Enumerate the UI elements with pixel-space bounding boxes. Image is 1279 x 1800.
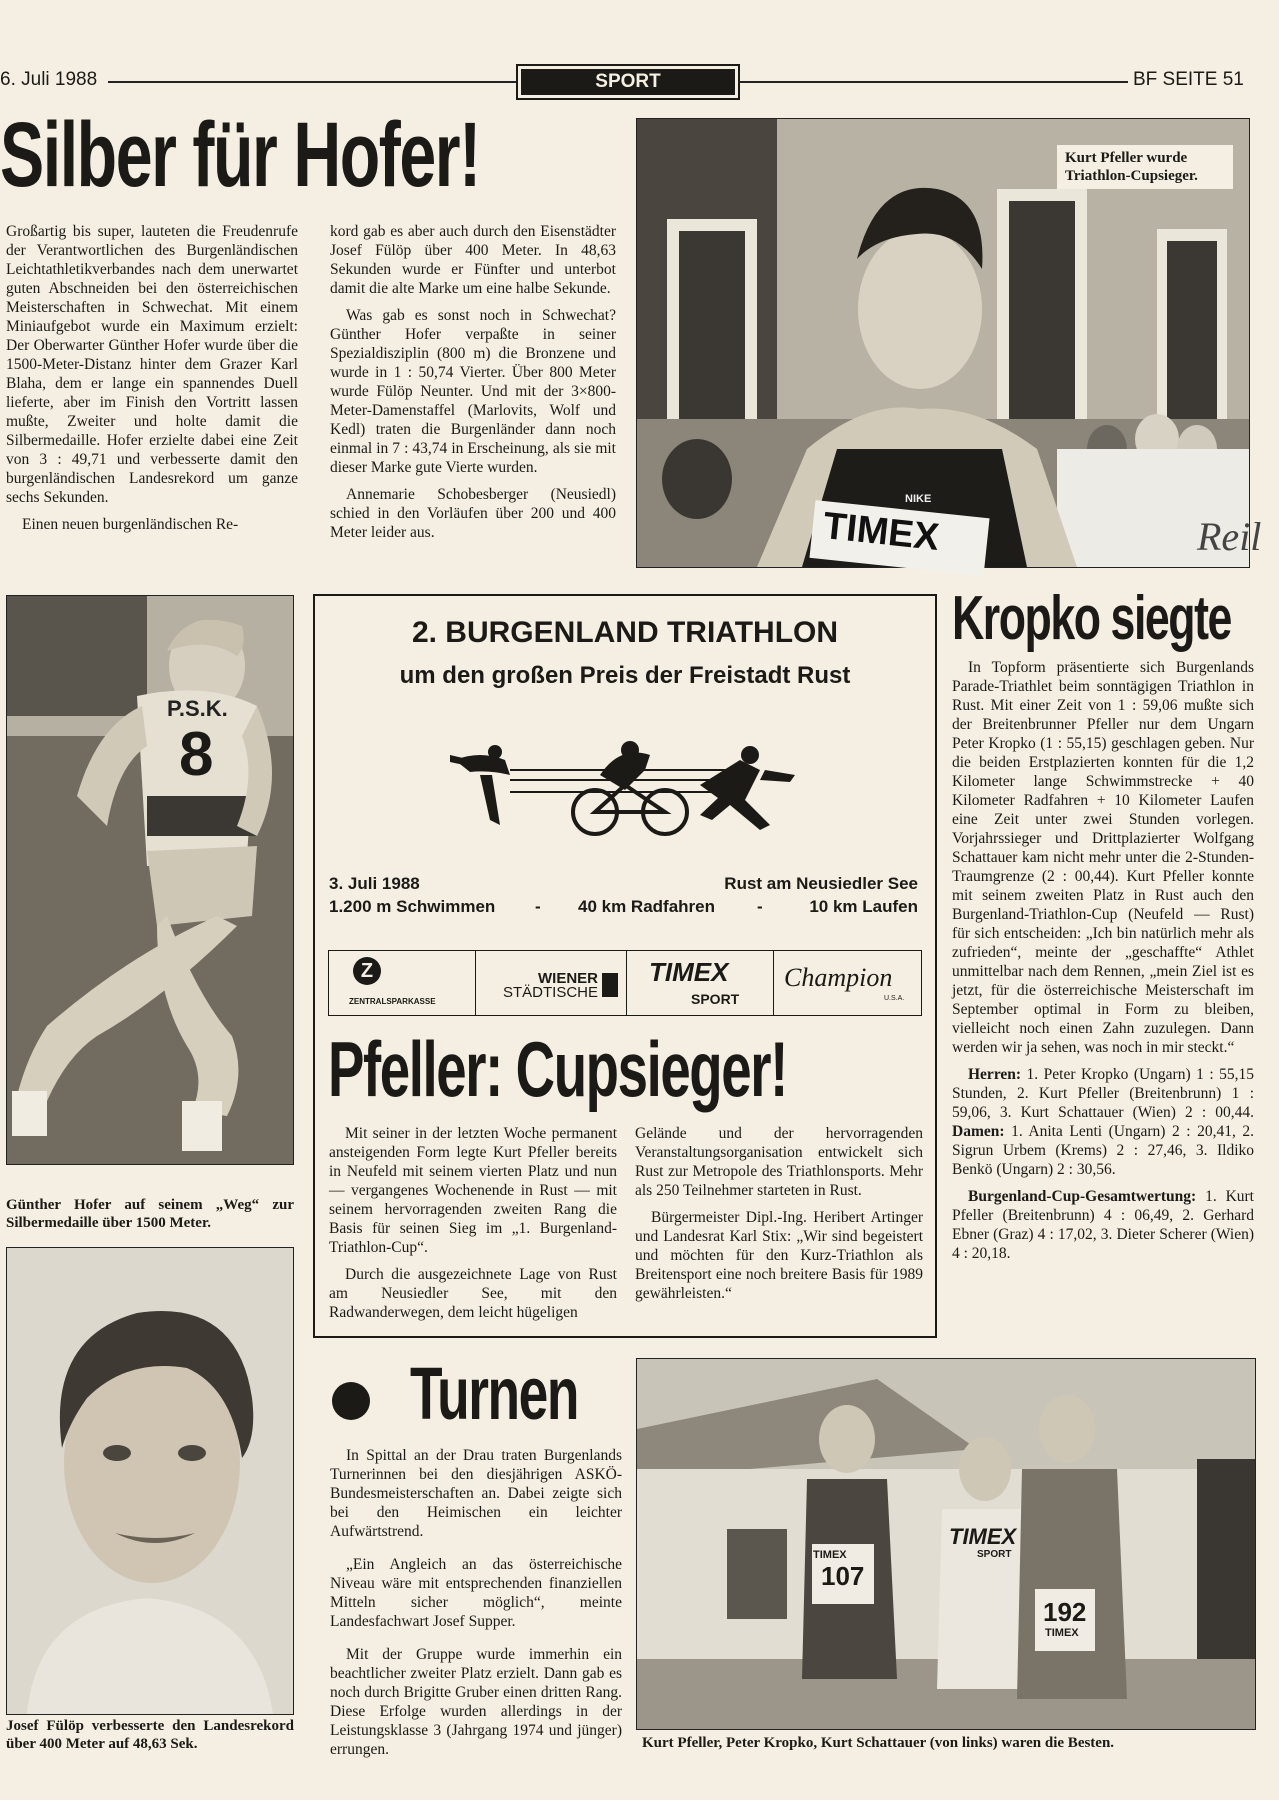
runner-bib-number: 8 <box>179 720 214 789</box>
turnen-body-p3: Mit der Gruppe wurde immerhin ein beachtlicher zweiter Platz erzielt. Dann gab es noch durch Brigitte Gruber einen dritten Rang. Diese Erfolge wurden allerdings in der Leistungsklasse 3 (Jahrgang 1974 und jünger) errungen. <box>330 1646 622 1758</box>
shirt-logo: TIMEX <box>821 505 942 559</box>
sponsor-3-sub: SPORT <box>691 991 740 1007</box>
runner-icon <box>700 746 795 830</box>
sponsor-bar <box>328 950 922 1016</box>
podium-caption: Kurt Pfeller, Peter Kropko, Kurt Schattauer (von links) waren die Besten. <box>642 1735 1115 1751</box>
bib-3-number: 192 <box>1043 1597 1087 1627</box>
sponsor-1-name: ZENTRALSPARKASSE <box>349 997 436 1006</box>
herren-label: Herren: <box>968 1066 1022 1083</box>
photo-portrait-image <box>7 1248 293 1714</box>
photo-podium-image <box>637 1359 1255 1729</box>
lead-col2-p1: kord gab es aber auch durch den Eisenstädter Josef Fülöp über 400 Meter. In 48,63 Sekunden wurde er Fünfter und unterbot damit die alte Marke um eine halbe Sekunde. <box>330 223 616 297</box>
shirt-brand: NIKE <box>905 493 932 505</box>
shirt-2-logo: TIMEX <box>949 1524 1017 1549</box>
cup-results: 1. Kurt Pfeller (Breitenbrunn) 4 : 06,49, 2. Gerhard Ebner (Graz) 4 : 17,02, 3. Dieter Scherer (Wien) 4 : 20,18. <box>952 1188 1254 1262</box>
sponsor-timex <box>627 951 774 1015</box>
kropko-cup-results <box>952 1187 1254 1263</box>
turnen-headline: Turnen <box>410 1352 578 1435</box>
sponsor-wiener-staedtische <box>476 951 627 1015</box>
photo-portrait <box>6 1247 294 1715</box>
bib-1-top: TIMEX <box>813 1549 847 1561</box>
herren-results: 1. Peter Kropko (Ungarn) 1 : 55,15 Stunden, 2. Kurt Pfeller (Breitenbrunn) 1 : 59,06, 3. Kurt Schattauer (Wien) 2 : 00,44. <box>952 1066 1254 1121</box>
ad-location: Rust am Neusiedler See <box>724 874 918 893</box>
page-number: BF SEITE 51 <box>1133 69 1244 90</box>
header-rule-right <box>738 81 1128 83</box>
wiener-staedtische-logo-icon <box>602 973 618 997</box>
pfeller-col2-p2: Bürgermeister Dipl.-Ing. Heribert Artinger und Landesrat Karl Stix: „Wir sind begeistert und möchten für den Kurz-Triathlon als Breitensport eine noch breitere Basis für 1989 gewährleisten.“ <box>635 1209 923 1302</box>
zentralsparkasse-logo-icon: Z <box>353 957 381 985</box>
ad-dash-1: - <box>535 897 541 916</box>
runner-caption: Günther Hofer auf seinem „Weg“ zur Silbermedaille über 1500 Meter. <box>6 1197 294 1231</box>
turnen-body-p1: In Spittal an der Drau traten Burgenlands Turnerinnen bei den diesjährigen ASKÖ-Bundesmeisterschaften an. Dabei zeigte sich bei den Heimischen ein leichter Aufwärtstrend. <box>330 1447 622 1540</box>
damen-results: 1. Anita Lenti (Ungarn) 2 : 20,41, 2. Sigrun Urbem (Krems) 2 : 27,46, 3. Ildiko Benkö (Ungarn) 2 : 30,56. <box>952 1123 1254 1178</box>
lead-col1-p1: Großartig bis super, lauteten die Freudenrufe der Verantwortlichen des Burgenländischen Leichtathletikverbandes nach dem unerwartet guten Abschneiden bei den österreichischen Meisterschaften in Schwechat. Mit einem Miniaufgebot wurde ein Maximum erzielt: Der Oberwarter Günther Hofer wurde über die 1500-Meter-Distanz hinter dem Grazer Karl Blaha, dem er lange ein spannendes Duell lieferte, aber im Finish den Vortritt lassen mußte, Zweiter und holte damit die Silbermedaille. Hofer erzielte dabei eine Zeit von 3 : 49,71 und verbesserte damit den burgenländischen Landesrekord um ganze sechs Sekunden. <box>6 223 298 506</box>
header-rule-left <box>108 81 516 83</box>
sponsor-champion <box>774 951 921 1015</box>
section-label-box <box>516 64 740 100</box>
lead-col1 <box>6 222 298 542</box>
pfeller-headline: Pfeller: Cupsieger! <box>328 1025 787 1113</box>
ad-swim: 1.200 m Schwimmen <box>329 897 496 916</box>
ad-title: 2. BURGENLAND TRIATHLON <box>411 616 839 649</box>
sponsor-4-sub: U.S.A. <box>884 995 905 1002</box>
pfeller-col2 <box>635 1124 923 1311</box>
pfeller-col2-p1: Gelände und der hervorragenden Veranstaltungsorganisation entwickelt sich Rust zur Metropole des Triathlonsports. Mehr als 250 Teilnehmer starteten in Rust. <box>635 1125 923 1199</box>
pfeller-col1 <box>329 1124 617 1330</box>
sponsor-2-line2: STÄDTISCHE <box>502 984 598 1001</box>
pfeller-col1-p1: Mit seiner in der letzten Woche permanent ansteigenden Form legte Kurt Pfeller bereits in Neufeld mit seinem vierten Platz und nun — vergangenes Wochenende in Rust — mit seinem hervorragenden zweiten Rang die Basis für seinen Sieg im „1. Burgenland-Triathlon-Cup“. <box>329 1125 617 1256</box>
banner-text: Reil <box>1197 514 1262 559</box>
turnen-body-p2: „Ein Angleich an das österreichische Niveau wäre mit entsprechenden finanziellen Mitteln sicher möglich“, meinte Landesfachwart Josef Supper. <box>330 1556 622 1630</box>
sponsor-3-name: TIMEX <box>649 957 729 987</box>
kropko-headline: Kropko siegte <box>952 584 1231 653</box>
portrait-caption: Josef Fülöp verbesserte den Landesrekord über 400 Meter auf 48,63 Sek. <box>6 1718 294 1752</box>
lead-col2-p2: Was gab es sonst noch in Schwechat? Günther Hofer verpaßte in seiner Spezialdisziplin (800 m) die Bronzene und wurde in 1 : 50,74 Vierter. Über 800 Meter wurde Fülöp Neunter. Und mit der 3×800-Meter-Damenstaffel (Marlovits, Wolf und Kedl) traten die Burgenländer dann noch einmal in 7 : 43,74 in Erscheinung, als sie mit dieser Marke gute Vierte wurden. <box>330 307 616 476</box>
sponsor-4-name: Champion <box>784 963 893 992</box>
photo-triathlete-finish <box>636 118 1262 568</box>
ad-run: 10 km Laufen <box>809 897 918 916</box>
section-label: SPORT <box>595 71 661 92</box>
kropko-results-herren <box>952 1065 1254 1179</box>
ad-dash-2: - <box>757 897 763 916</box>
lead-headline: Silber für Hofer! <box>0 104 480 206</box>
pfeller-col1-p2: Durch die ausgezeichnete Lage von Rust am Neusiedler See, mit den Radwanderwegen, dem leicht hügeligen <box>329 1266 617 1321</box>
header-date: 6. Juli 1988 <box>0 69 98 90</box>
ad-subtitle: um den großen Preis der Freistadt Rust <box>399 662 851 689</box>
swimmer-icon <box>450 745 510 825</box>
turnen-body <box>330 1446 622 1767</box>
photo-podium <box>636 1358 1256 1730</box>
sponsor-zentralsparkasse <box>329 951 476 1015</box>
cup-label: Burgenland-Cup-Gesamtwertung: <box>968 1188 1197 1205</box>
cyclist-icon <box>573 741 687 834</box>
lead-col1-p2: Einen neuen burgenländischen Re- <box>22 516 239 533</box>
sponsor-2-line1: WIENER <box>538 970 598 987</box>
lead-col2-p3: Annemarie Schobesberger (Neusiedl) schied in den Vorläufen über 200 und 400 Meter leider aus. <box>330 486 616 541</box>
shirt-2-sub: SPORT <box>977 1549 1012 1560</box>
bib-1-number: 107 <box>821 1561 865 1591</box>
runner-bib-club: P.S.K. <box>167 696 228 721</box>
triathlon-pictogram <box>450 730 800 845</box>
photo-top-caption: Kurt Pfeller wurde Triathlon-Cupsieger. <box>1057 145 1233 189</box>
bib-3-sub: TIMEX <box>1045 1627 1079 1639</box>
kropko-body <box>952 658 1254 1271</box>
bullet-icon <box>332 1382 370 1420</box>
photo-runner-image <box>7 596 293 1164</box>
ad-date: 3. Juli 1988 <box>329 874 420 893</box>
damen-label: Damen: <box>952 1123 1005 1140</box>
ad-bike: 40 km Radfahren <box>578 897 715 916</box>
photo-runner <box>6 595 294 1165</box>
lead-col2 <box>330 222 616 550</box>
kropko-body-p1: In Topform präsentierte sich Burgenlands Parade-Triathlet beim sonntägigen Triathlon in Rust. Mit einer Zeit von 1 : 59,06 mußte sich der Breitenbrunner Pfeller nur dem Ungarn Peter Kropko (1 : 55,15) geschlagen geben. Nur die beiden Erstplazierten konnten für die 1,2 Kilometer lange Schwimmstrecke + 40 Kilometer Radfahren + 10 Kilometer Laufen eine Zeit unter zwei Stunden vorlegen. Vorjahrssieger und Drittplazierter Wolfgang Schattauer kam nicht mehr unter die 2-Stunden-Traumgrenze (2 : 00,44). Kurt Pfeller konnte mit seinem zweiten Platz in Rust auch den Burgenland-Triathlon-Cup (Neufeld — Rust) für sich entscheiden: „Ich bin natürlich mehr als zufrieden“, meinte der „geschaffte“ Athlet unmittelbar nach dem Rennen, „mein Ziel ist es jetzt, für die österreichische Meisterschaft im September optimal in Form zu bleiben, vielleicht noch einen Zahn zuzulegen. Dann werden wir ja sehen, was noch in mir steckt.“ <box>952 659 1254 1056</box>
